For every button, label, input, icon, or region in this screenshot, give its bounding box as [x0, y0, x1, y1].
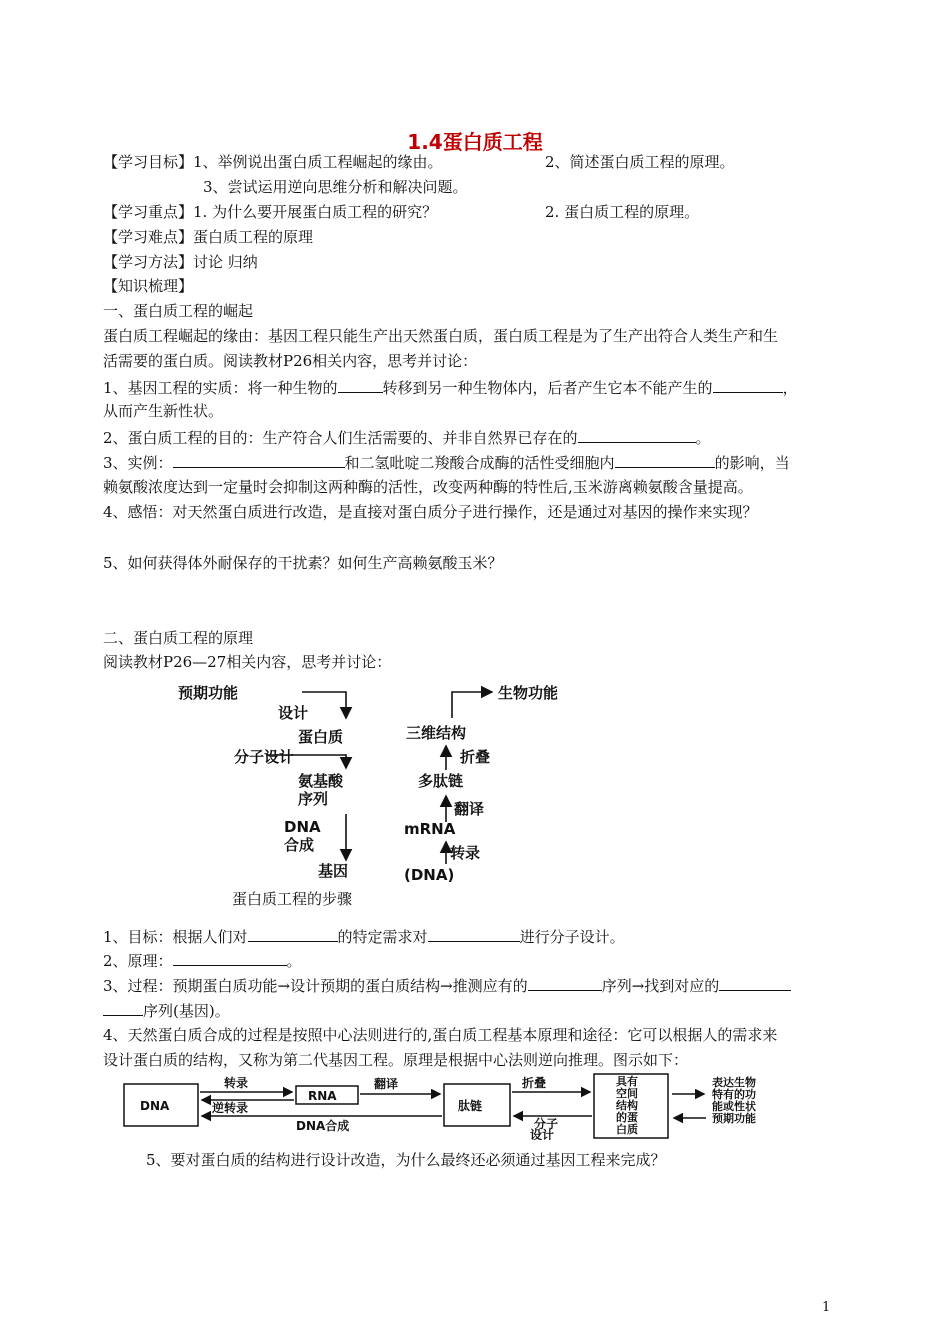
d1-arrow-expected-to-protein	[302, 692, 346, 718]
d2-folding: 折叠	[522, 1076, 547, 1090]
d1-folding: 折叠	[460, 748, 491, 766]
s1-question-5: 5、如何获得体外耐保存的干扰素？如何生产高赖氨酸玉米？	[103, 554, 503, 572]
objectives-label: 【学习目标】	[103, 153, 194, 171]
d1-design: 设计	[278, 704, 309, 722]
objective-1: 1、举例说出蛋白质工程崛起的缘由。	[193, 153, 443, 171]
section2-intro: 阅读教材P26—27相关内容，思考并讨论：	[103, 653, 392, 671]
s2-question-2: 2、原理： 。	[103, 952, 302, 970]
blank-field[interactable]	[615, 452, 715, 468]
method-text: 讨论 归纳	[193, 253, 258, 271]
method-line	[103, 252, 258, 272]
d2-protein-box-5: 白质	[616, 1123, 638, 1136]
d2-peptide: 肽链	[458, 1099, 483, 1113]
objectives-line-1	[103, 152, 443, 172]
d1-arrow-to-function	[452, 692, 492, 718]
difficulty-label: 【学习难点】	[103, 228, 194, 246]
blank-field[interactable]	[578, 427, 696, 443]
page-number: 1	[822, 1300, 831, 1315]
blank-field[interactable]	[338, 377, 383, 393]
page-title: 1.4蛋白质工程	[407, 130, 543, 154]
d2-express-4: 预期功能	[712, 1112, 756, 1125]
keypoint-2: 2. 蛋白质工程的原理。	[545, 203, 700, 221]
d2-protein-box-2: 空间	[616, 1087, 638, 1100]
s1-question-4: 4、感悟：对天然蛋白质进行改造，是直接对蛋白质分子进行操作，还是通过对基因的操作来实现？	[103, 503, 758, 521]
d1-transcription: 转录	[450, 844, 481, 862]
d2-dna-synthesis: DNA合成	[296, 1119, 350, 1133]
central-dogma-reverse-diagram	[120, 1072, 830, 1140]
d1-protein: 蛋白质	[298, 728, 344, 746]
blank-field[interactable]	[173, 950, 287, 966]
d1-mrna: mRNA	[404, 820, 456, 838]
d2-express-1: 表达生物	[712, 1076, 756, 1089]
blank-field[interactable]	[428, 926, 520, 942]
s2-question-3-cont: 序列(基因)。	[103, 1000, 230, 1021]
d1-dna-synth-2: 合成	[284, 836, 315, 854]
d2-molecular-design-2: 设计	[530, 1128, 555, 1140]
d2-rna: RNA	[308, 1089, 337, 1103]
d2-protein-box-4: 的蛋	[616, 1111, 638, 1124]
d1-dna-synth-1: DNA	[284, 818, 321, 836]
knowledge-label: 【知识梳理】	[103, 277, 194, 295]
diagram-caption: 蛋白质工程的步骤	[232, 890, 353, 908]
d2-protein-box-1: 具有	[616, 1075, 638, 1088]
s1-question-1-cont: 从而产生新性状。	[103, 402, 224, 420]
blank-field[interactable]	[528, 975, 602, 991]
d2-reverse-transcription: 逆转录	[212, 1101, 249, 1115]
s2-question-3: 3、过程：预期蛋白质功能→设计预期的蛋白质结构→推测应有的 序列→找到对应的	[103, 975, 791, 996]
d2-dna: DNA	[140, 1099, 170, 1113]
difficulty-line	[103, 227, 313, 247]
d2-molecular-design-1: 分子	[534, 1117, 559, 1131]
d1-translation: 翻译	[454, 800, 485, 818]
keypoint-1: 1. 为什么要开展蛋白质工程的研究？	[193, 203, 438, 221]
section1-intro-2: 活需要的蛋白质。阅读教材P26相关内容，思考并讨论：	[103, 352, 478, 370]
keypoints-label: 【学习重点】	[103, 203, 194, 221]
d1-molecular-design: 分子设计	[234, 748, 295, 766]
s2-question-4-line1: 4、天然蛋白质合成的过程是按照中心法则进行的,蛋白质工程基本原理和途径：它可以根据人的需求来	[103, 1026, 778, 1044]
section2-heading: 二、蛋白质工程的原理	[103, 629, 254, 647]
d1-biological-function: 生物功能	[498, 684, 559, 702]
d2-protein-box-3: 结构	[616, 1099, 638, 1112]
blank-field[interactable]	[713, 377, 783, 393]
d1-structure-3d: 三维结构	[406, 724, 467, 742]
section1-intro-1: 蛋白质工程崛起的缘由：基因工程只能生产出天然蛋白质，蛋白质工程是为了生产出符合人类生产和生	[103, 327, 779, 345]
d2-express-3: 能或性状	[712, 1100, 756, 1113]
d1-amino-acid-2: 序列	[298, 790, 329, 808]
s1-question-2: 2、蛋白质工程的目的：生产符合人们生活需要的、并非自然界已存在的 。	[103, 429, 711, 447]
s2-question-1: 1、目标：根据人们对 的特定需求对 进行分子设计。	[103, 928, 625, 946]
protein-engineering-steps-diagram	[170, 672, 650, 892]
section1-heading: 一、蛋白质工程的崛起	[103, 302, 254, 320]
objective-3: 3、尝试运用逆向思维分析和解决问题。	[203, 178, 468, 196]
blank-field[interactable]	[173, 452, 345, 468]
blank-field[interactable]	[719, 975, 791, 991]
objective-2: 2、简述蛋白质工程的原理。	[545, 153, 735, 171]
d1-polypeptide: 多肽链	[418, 772, 464, 790]
difficulty-text: 蛋白质工程的原理	[193, 228, 314, 246]
d2-express-2: 特有的功	[712, 1088, 756, 1101]
blank-field[interactable]	[103, 1000, 143, 1016]
d1-amino-acid-1: 氨基酸	[298, 772, 344, 790]
d2-transcription: 转录	[224, 1076, 249, 1090]
blank-field[interactable]	[248, 926, 338, 942]
s1-question-3-cont: 赖氨酸浓度达到一定量时会抑制这两种酶的活性，改变两种酶的特性后,玉米游离赖氨酸含量提高。	[103, 478, 753, 496]
d1-gene: 基因	[318, 862, 349, 880]
s2-question-4-line2: 设计蛋白质的结构，又称为第二代基因工程。原理是根据中心法则逆向推理。图示如下：	[103, 1051, 689, 1069]
method-label: 【学习方法】	[103, 253, 194, 271]
s2-question-5: 5、要对蛋白质的结构进行设计改造，为什么最终还必须通过基因工程来完成？	[146, 1151, 666, 1169]
d1-dna-paren: (DNA)	[404, 866, 455, 884]
d1-expected-function: 预期功能	[178, 684, 239, 702]
s1-question-1: 1、基因工程的实质：将一种生物的 转移到另一种生物体内，后者产生它本不能产生的 ，	[103, 379, 798, 397]
keypoints-line	[103, 202, 437, 222]
d2-translation: 翻译	[374, 1077, 399, 1091]
s1-question-3: 3、实例： 和二氢吡啶二羧酸合成酶的活性受细胞内 的影响，当	[103, 454, 790, 472]
